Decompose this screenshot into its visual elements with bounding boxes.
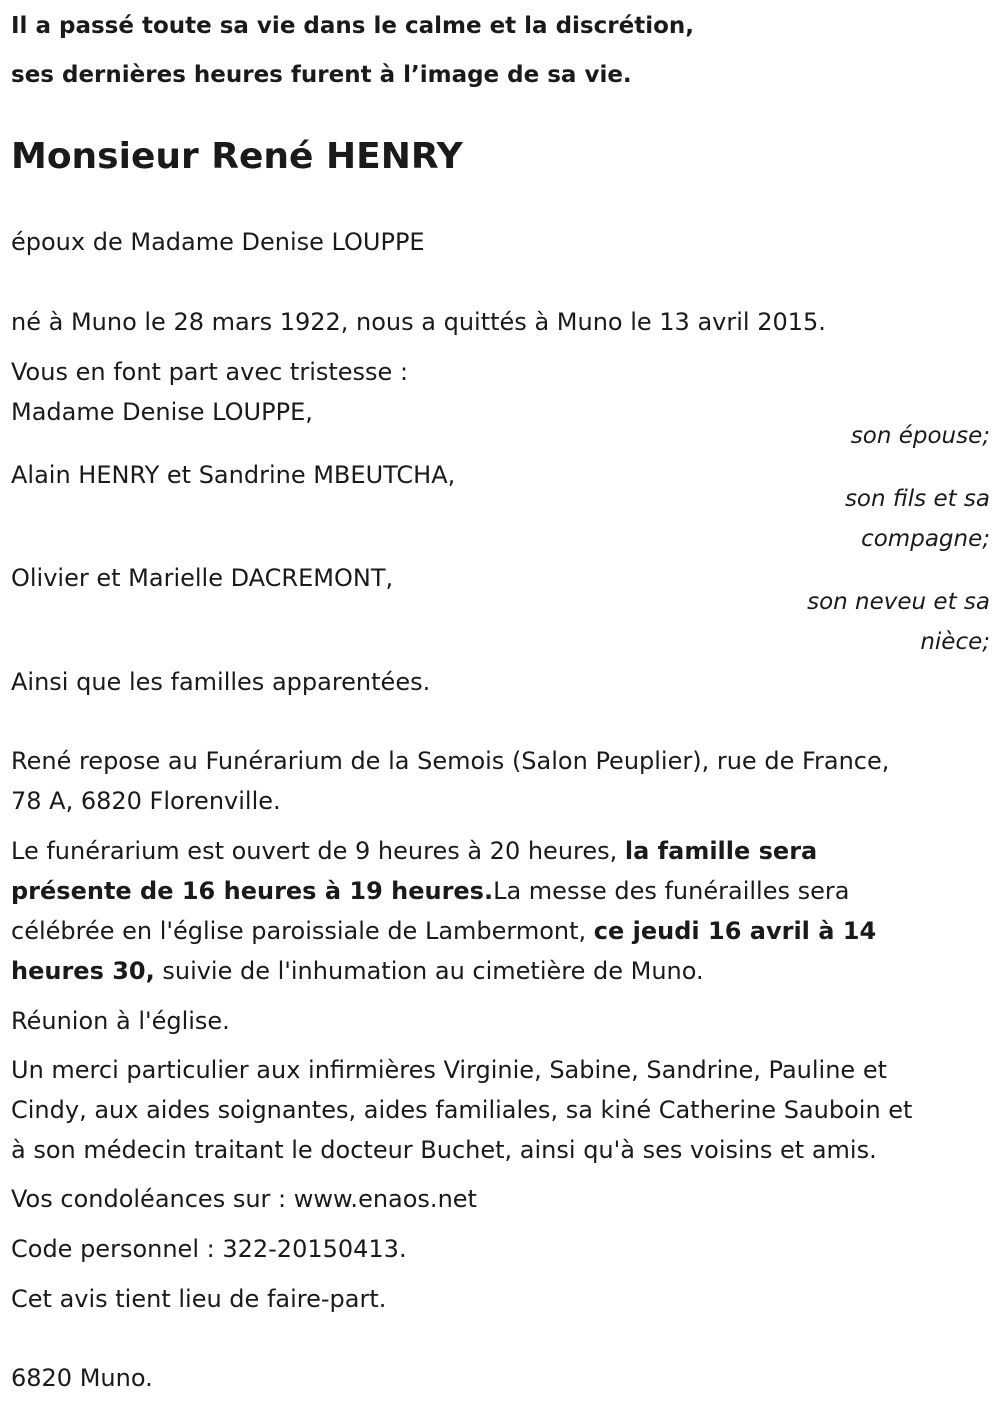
notice-line: Cet avis tient lieu de faire-part. [11, 1285, 387, 1313]
family-member-role: son fils et sa [844, 486, 990, 512]
condolences-line: Vos condoléances sur : www.enaos.net [11, 1185, 477, 1213]
birth-death-line: né à Muno le 28 mars 1922, nous a quittés à Muno le 13 avril 2015. [11, 308, 826, 336]
related-families-line: Ainsi que les familles apparentées. [11, 668, 431, 696]
thanks-line-3: à son médecin traitant le docteur Buchet, ainsi qu'à ses voisins et amis. [11, 1136, 877, 1164]
hours-text: Le funérarium est ouvert de 9 heures à 20 heures, [11, 837, 625, 865]
reunion-line: Réunion à l'église. [11, 1007, 230, 1035]
hours-text: suivie de l'inhumation au cimetière de Muno. [154, 957, 704, 985]
family-member-role: nièce; [920, 629, 990, 655]
hours-emphasis: heures 30, [11, 957, 155, 985]
deceased-title: Monsieur René HENRY [11, 136, 463, 177]
hours-line-3 [11, 916, 876, 946]
family-member-name: Madame Denise LOUPPE, [11, 398, 313, 426]
hours-line-1 [11, 836, 817, 866]
quote-line-2: ses dernières heures furent à l’image de sa vie. [11, 62, 632, 88]
family-member-role: son neveu et sa [807, 589, 990, 615]
thanks-line-1: Un merci particulier aux infirmières Virginie, Sabine, Sandrine, Pauline et [11, 1056, 887, 1084]
announcement-intro: Vous en font part avec tristesse : [11, 358, 409, 386]
family-member-name: Olivier et Marielle DACREMONT, [11, 564, 394, 592]
hours-emphasis: la famille sera [624, 837, 818, 865]
rest-location-line-2: 78 A, 6820 Florenville. [11, 787, 281, 815]
hours-text: célébrée en l'église paroissiale de Lambermont, [11, 917, 594, 945]
address-line: 6820 Muno. [11, 1364, 153, 1392]
family-member-name: Alain HENRY et Sandrine MBEUTCHA, [11, 461, 456, 489]
hours-emphasis: ce jeudi 16 avril à 14 [593, 917, 877, 945]
hours-line-2 [11, 876, 849, 906]
hours-emphasis: présente de 16 heures à 19 heures. [11, 877, 494, 905]
rest-location-line-1: René repose au Funérarium de la Semois (Salon Peuplier), rue de France, [11, 747, 890, 775]
spouse-line: époux de Madame Denise LOUPPE [11, 228, 425, 256]
family-member-role: compagne; [861, 526, 990, 552]
hours-text: La messe des funérailles sera [493, 877, 850, 905]
family-member-role: son épouse; [850, 423, 990, 449]
personal-code-line: Code personnel : 322-20150413. [11, 1235, 407, 1263]
hours-line-4 [11, 956, 704, 986]
quote-line-1: Il a passé toute sa vie dans le calme et la discrétion, [11, 13, 694, 39]
thanks-line-2: Cindy, aux aides soignantes, aides familiales, sa kiné Catherine Sauboin et [11, 1096, 913, 1124]
